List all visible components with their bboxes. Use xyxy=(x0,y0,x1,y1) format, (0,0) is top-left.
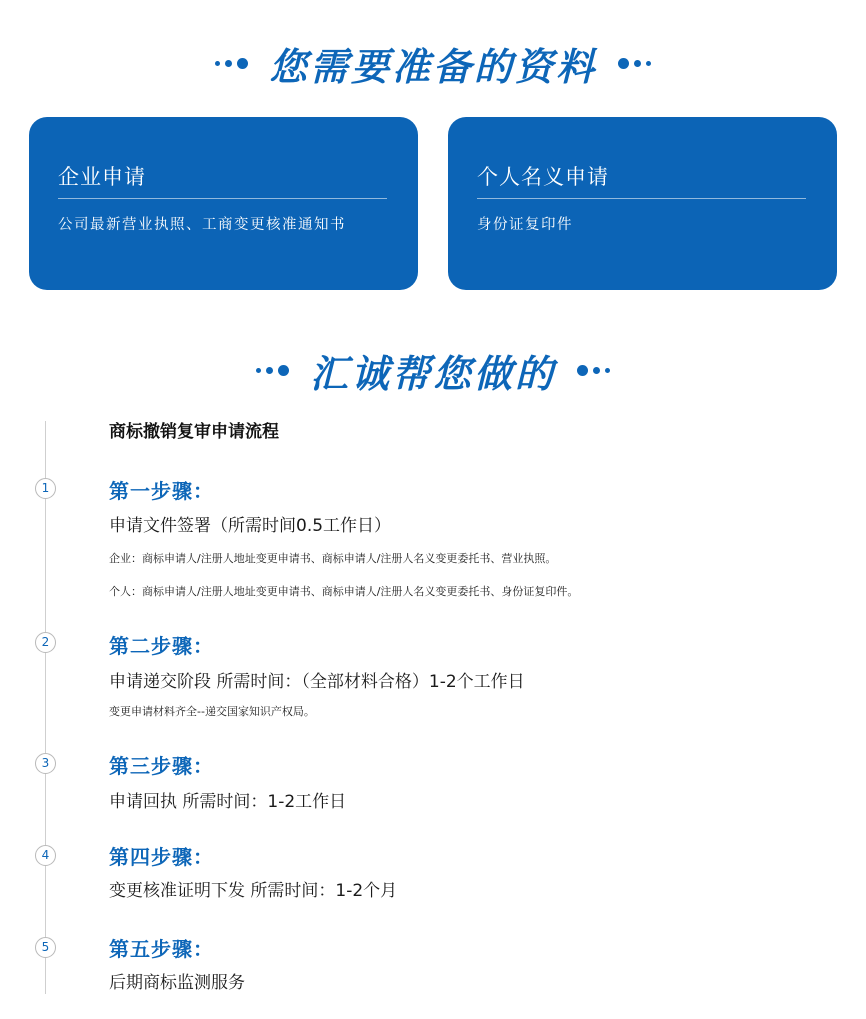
step-1-title: 第一步骤： xyxy=(109,479,214,503)
step-2-number: 2 xyxy=(35,632,56,653)
step-3-main: 申请回执 所需时间：1-2工作日 xyxy=(109,792,347,812)
materials-title: 您需要准备的资料 xyxy=(268,45,597,89)
timeline-line xyxy=(45,421,46,994)
step-4-title: 第四步骤： xyxy=(109,845,214,869)
step-4-number: 4 xyxy=(35,845,56,866)
left-dots-decoration xyxy=(213,58,251,69)
step-4-main: 变更核准证明下发 所需时间：1-2个月 xyxy=(109,881,398,901)
step-2-note: 变更申请材料齐全--递交国家知识产权局。 xyxy=(109,705,315,718)
card-divider xyxy=(58,198,387,199)
step-5-number: 5 xyxy=(35,937,56,958)
card-description: 身份证复印件 xyxy=(477,217,573,233)
service-section-title xyxy=(0,343,866,398)
card-title: 企业申请 xyxy=(58,165,146,189)
right-dots-decoration xyxy=(615,58,653,69)
step-2-main: 申请递交阶段 所需时间：（全部材料合格）1-2个工作日 xyxy=(109,672,525,692)
enterprise-application-card xyxy=(29,117,418,290)
card-title: 个人名义申请 xyxy=(477,165,609,189)
step-3-number: 3 xyxy=(35,753,56,774)
process-heading: 商标撤销复审申请流程 xyxy=(109,422,279,442)
step-5-main: 后期商标监测服务 xyxy=(109,973,245,993)
right-dots-decoration xyxy=(574,365,612,376)
step-1-note-personal: 个人：商标申请人/注册人地址变更申请书、商标申请人/注册人名义变更委托书、身份证复印件。 xyxy=(109,585,579,598)
step-5-title: 第五步骤： xyxy=(109,937,214,961)
step-2-title: 第二步骤： xyxy=(109,634,214,658)
card-description: 公司最新营业执照、工商变更核准通知书 xyxy=(58,217,346,233)
step-3-title: 第三步骤： xyxy=(109,754,214,778)
step-1-note-enterprise: 企业：商标申请人/注册人地址变更申请书、商标申请人/注册人名义变更委托书、营业执照。 xyxy=(109,552,557,565)
card-divider xyxy=(477,198,806,199)
personal-application-card xyxy=(448,117,837,290)
service-title: 汇诚帮您做的 xyxy=(309,352,556,396)
left-dots-decoration xyxy=(254,365,292,376)
materials-section-title xyxy=(0,36,866,91)
step-1-main: 申请文件签署（所需时间0.5工作日） xyxy=(109,516,392,536)
step-1-number: 1 xyxy=(35,478,56,499)
